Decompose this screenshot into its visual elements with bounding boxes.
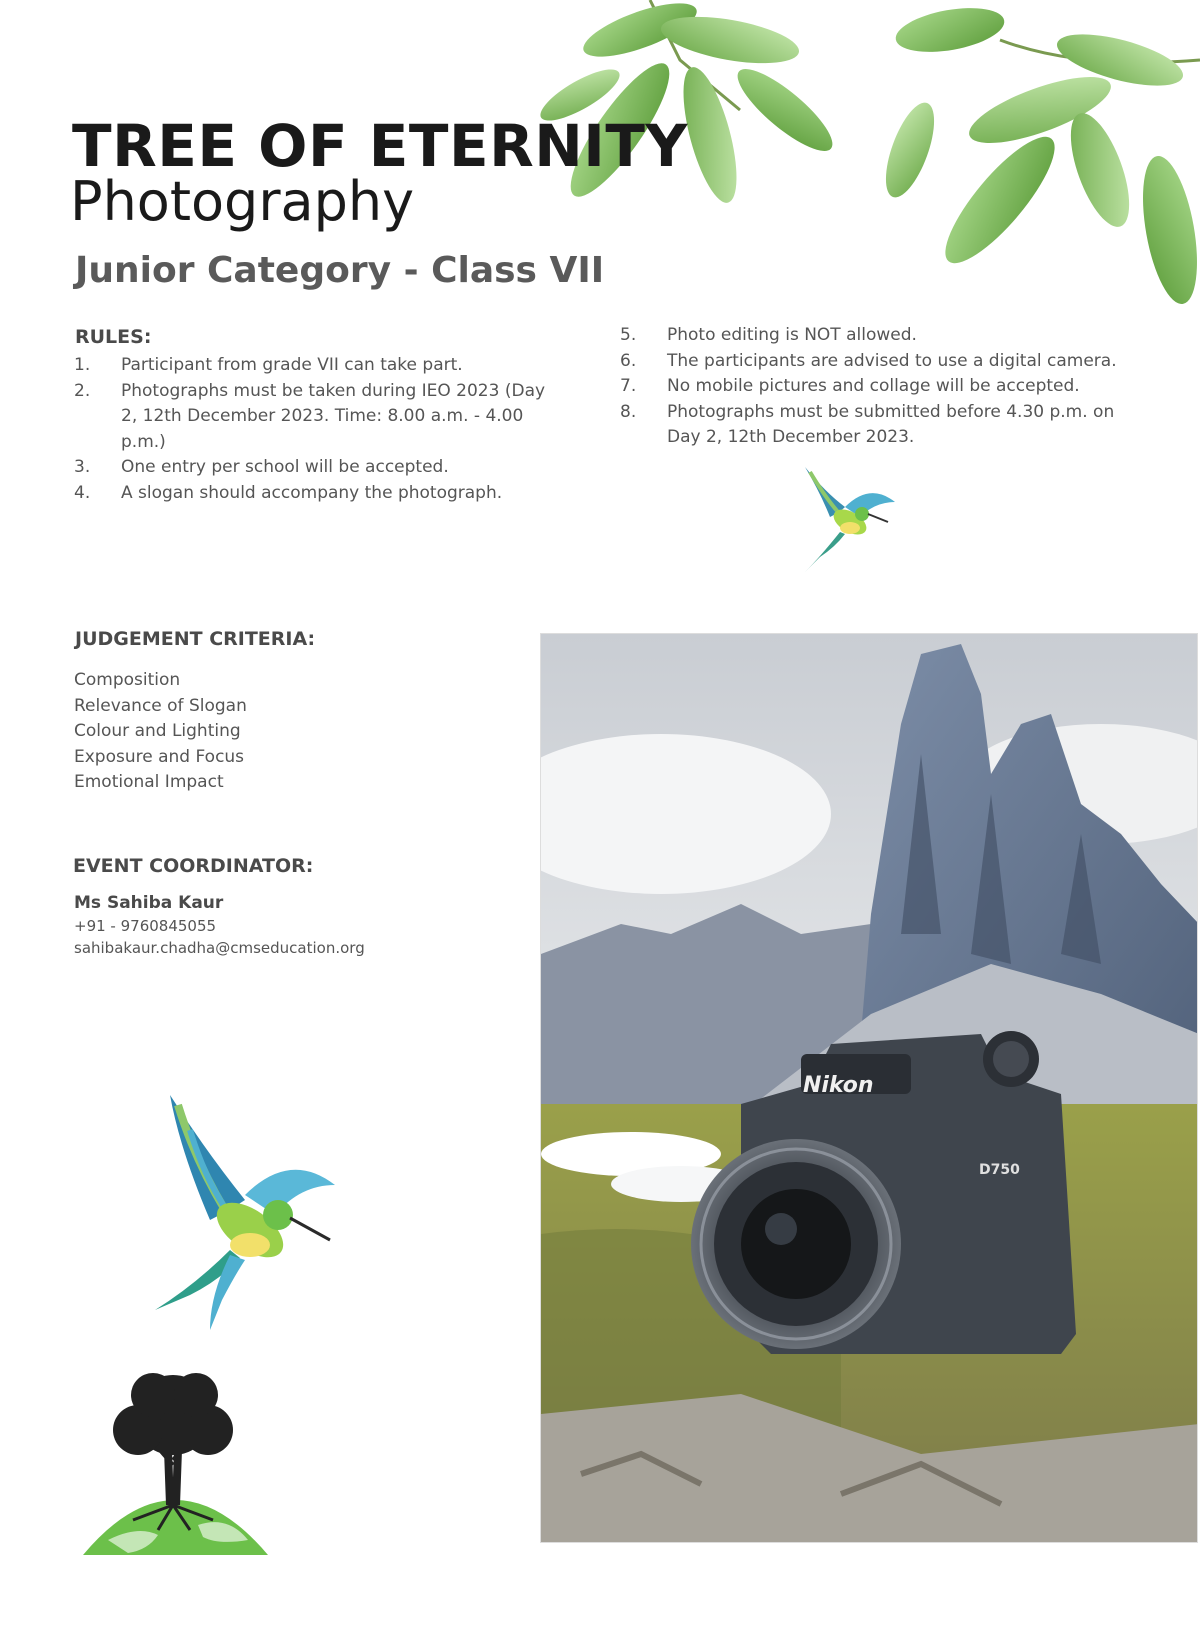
page-title-subtext: Photography	[70, 170, 415, 233]
coordinator-name: Ms Sahiba Kaur	[74, 893, 224, 913]
coordinator-email: sahibakaur.chadha@cmseducation.org	[74, 939, 365, 957]
category-subtitle: Junior Category - Class VII	[75, 250, 605, 291]
rule-item: 6. The participants are advised to use a digital camera.	[620, 350, 1117, 371]
list-item: Emotional Impact	[74, 772, 224, 792]
judgement-criteria-list	[74, 668, 247, 796]
rule-item: 5. Photo editing is NOT allowed.	[620, 325, 917, 345]
list-item: Composition	[74, 670, 181, 690]
rule-item: 2. Photographs must be taken during IEO 2023 (Day 2, 12th December 2023. Time: 8.00 a.m. - 4.00 p.m.)	[74, 380, 546, 452]
camera-model-text: D750	[979, 1162, 1020, 1178]
rules-list-right	[620, 323, 1120, 451]
page-title: TREE OF ETERNITY	[72, 112, 688, 180]
judgement-criteria-heading: JUDGEMENT CRITERIA:	[75, 628, 316, 650]
rules-heading: RULES:	[75, 326, 152, 348]
hummingbird-icon	[150, 1090, 340, 1335]
rule-item: 4. A slogan should accompany the photograph.	[74, 482, 503, 503]
hummingbird-icon	[800, 462, 900, 582]
event-coordinator-heading: EVENT COORDINATOR:	[73, 855, 314, 877]
list-item: Relevance of Slogan	[74, 695, 247, 716]
list-item: Exposure and Focus	[74, 746, 245, 767]
rule-item: 7. No mobile pictures and collage will be accepted.	[620, 376, 1080, 396]
coordinator-phone: +91 - 9760845055	[74, 917, 217, 935]
tree-globe-logo-icon	[78, 1365, 273, 1565]
list-item: Colour and Lighting	[74, 721, 241, 741]
rule-item: 1. Participant from grade VII can take part.	[74, 355, 463, 375]
rules-list-left	[74, 353, 564, 506]
camera-brand-text: Nikon	[803, 1073, 874, 1098]
camera-mountain-photo	[540, 633, 1198, 1543]
rule-item: 8. Photographs must be submitted before 4.30 p.m. on Day 2, 12th December 2023.	[620, 401, 1115, 447]
rule-item: 3. One entry per school will be accepted.	[74, 457, 449, 477]
